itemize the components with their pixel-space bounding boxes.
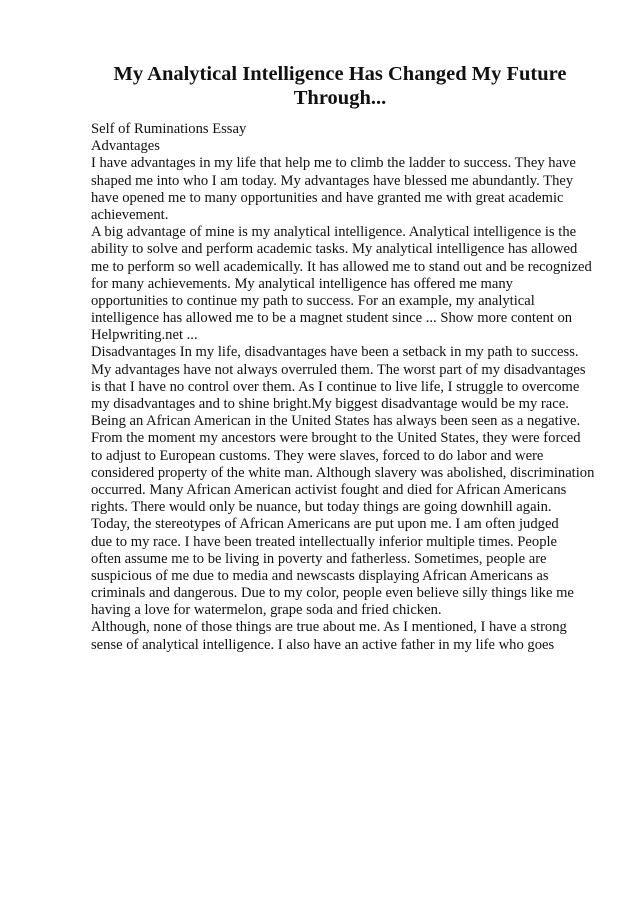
- text-line: is that I have no control over them. As I continue to live life, I struggle to overcome: [91, 378, 580, 395]
- essay-body: [91, 121, 597, 654]
- text-line: My advantages have not always overruled them. The worst part of my disadvantages: [91, 361, 586, 378]
- text-line: Although, none of those things are true about me. As I mentioned, I have a strong: [91, 619, 567, 636]
- text-line: often assume me to be living in poverty and fatherless. Sometimes, people are: [91, 550, 547, 567]
- text-line: Being an African American in the United States has always been seen as a negative.: [91, 413, 581, 430]
- text-line: to adjust to European customs. They were slaves, forced to do labor and were: [91, 447, 544, 464]
- text-line: I have advantages in my life that help me to climb the ladder to success. They have: [91, 155, 576, 172]
- section-heading-advantages: Advantages: [91, 138, 160, 155]
- essay-subtitle: Self of Ruminations Essay: [91, 121, 247, 137]
- text-line: Today, the stereotypes of African Americans are put upon me. I am often judged: [91, 516, 559, 533]
- text-line: occurred. Many African American activist fought and died for African Americans: [91, 481, 567, 498]
- text-line: Disadvantages In my life, disadvantages have been a setback in my path to success.: [91, 344, 579, 361]
- title-line: My Analytical Intelligence Has Changed My Future: [113, 63, 567, 85]
- text-line: me to perform so well academically. It has allowed me to stand out and be recognized: [91, 258, 592, 275]
- text-line: ability to solve and perform academic tasks. My analytical intelligence has allowed: [91, 241, 578, 258]
- document-title: [80, 62, 600, 110]
- text-line: A big advantage of mine is my analytical intelligence. Analytical intelligence is the: [91, 224, 577, 241]
- text-line: my disadvantages and to shine bright.My biggest disadvantage would be my race.: [91, 396, 569, 412]
- text-line: suspicious of me due to media and newscasts displaying African Americans as: [91, 567, 549, 584]
- text-line: for many achievements. My analytical intelligence has offered me many: [91, 275, 513, 292]
- text-line: criminals and dangerous. Due to my color, people even believe silly things like me: [91, 585, 574, 602]
- text-line: rights. There would only be nuance, but today things are going downhill again.: [91, 499, 552, 516]
- text-line: shaped me into who I am today. My advantages have blessed me abundantly. They: [91, 172, 574, 189]
- text-line: considered property of the white man. Although slavery was abolished, discrimination: [91, 464, 595, 481]
- text-line: have opened me to many opportunities and have granted me with great academic: [91, 189, 564, 206]
- text-line: due to my race. I have been treated intellectually inferior multiple times. People: [91, 533, 558, 550]
- text-line: intelligence has allowed me to be a magnet student since ... Show more content on: [91, 310, 573, 327]
- text-line: Helpwriting.net ...: [91, 327, 198, 344]
- text-line: achievement.: [91, 206, 169, 223]
- text-line: sense of analytical intelligence. I also have an active father in my life who goes: [91, 636, 555, 653]
- text-line: opportunities to continue my path to success. For an example, my analytical: [91, 292, 535, 309]
- text-line: having a love for watermelon, grape soda and fried chicken.: [91, 602, 442, 619]
- text-line: From the moment my ancestors were brought to the United States, they were forced: [91, 430, 581, 447]
- title-line: Through...: [293, 87, 387, 109]
